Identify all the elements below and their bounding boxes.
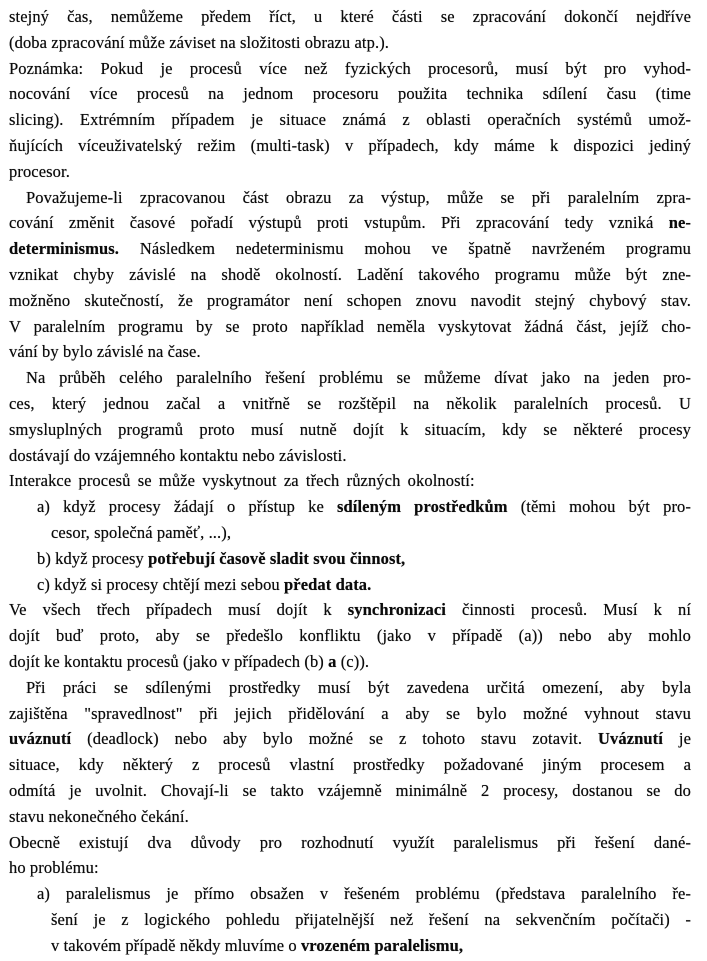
- text-line: [37, 572, 691, 598]
- text-line: [51, 933, 691, 959]
- text-run: slicing). Extrémním případem je situace známá z oblasti operačních systémů umož-: [9, 110, 691, 130]
- text-run: Ve všech třech případech musí dojít k: [9, 600, 348, 620]
- text-run: Poznámka: Pokud je procesů více než fyzických procesorů, musí být pro vyhod-: [9, 58, 691, 78]
- text-run: cování změnit časové pořadí výstupů proti vstupům. Při zpracování tedy vzniká: [9, 213, 669, 233]
- text-run: stejný čas, nemůžeme předem říct, u které části se zpracování dokončí nejdříve: [9, 7, 691, 26]
- text-line: [9, 417, 691, 443]
- text-line: [9, 314, 691, 340]
- text-run: Při práci se sdílenými prostředky musí být zavedena určitá omezení, aby byla: [26, 677, 691, 697]
- bold-text-run: potřebují časově sladit svou činnost,: [148, 548, 406, 568]
- text-line: [9, 30, 691, 56]
- text-run: a) paralelismus je přímo obsažen v řešeném problému (představa paralelního ře-: [37, 884, 691, 904]
- text-run: ňujících víceuživatelský režim (multi-task) v případech, kdy máme k dispozici jediný: [9, 135, 691, 155]
- bold-text-run: uváznutí: [9, 729, 72, 749]
- text-line: [9, 4, 691, 30]
- text-line: [9, 752, 691, 778]
- text-line: [9, 830, 691, 856]
- text-run: c) když si procesy chtějí mezi sebou: [37, 574, 284, 594]
- text-line: [9, 210, 691, 236]
- text-line: [9, 675, 691, 701]
- text-run: procesor.: [9, 161, 70, 181]
- text-line: [9, 391, 691, 417]
- text-line: [9, 56, 691, 82]
- text-run: v takovém případě někdy mluvíme o: [51, 935, 301, 955]
- bold-text-run: a: [328, 651, 337, 671]
- text-run: Interakce procesů se může vyskytnout za třech různých okolností:: [9, 471, 475, 491]
- text-run: dostávají do vzájemného kontaktu nebo závislosti.: [9, 445, 347, 465]
- text-line: [9, 107, 691, 133]
- text-line: [51, 907, 691, 933]
- text-run: je: [662, 729, 691, 749]
- text-run: cesor, společná paměť, ...),: [51, 522, 232, 542]
- text-line: [9, 855, 691, 881]
- text-run: (doba zpracování může záviset na složitosti obrazu atp.).: [9, 32, 390, 52]
- bold-text-run: Uváznutí: [597, 729, 663, 749]
- text-run: ces, který jednou začal a vnitřně se rozštěpil na několik paralelních procesů. U: [9, 393, 691, 413]
- text-run: situace, kdy některý z procesů vlastní prostředky požadované jiným procesem a: [9, 755, 691, 775]
- bold-text-run: vrozeném paralelismu,: [300, 935, 464, 955]
- text-line: [9, 623, 691, 649]
- text-line: [37, 494, 691, 520]
- text-run: činnosti procesů. Musí k ní: [445, 600, 691, 620]
- text-line: [9, 778, 691, 804]
- text-line: [9, 81, 691, 107]
- bold-text-run: determinismus.: [9, 239, 120, 259]
- text-run: (c)).: [336, 651, 370, 671]
- text-line: [9, 468, 691, 494]
- text-run: dojít buď proto, aby se předešlo konfliktu (jako v případě (a)) nebo aby mohlo: [9, 626, 691, 646]
- text-line: [9, 365, 691, 391]
- text-line: [9, 339, 691, 365]
- text-line: [9, 185, 691, 211]
- text-line: [51, 520, 691, 546]
- text-run: Následkem nedeterminismu mohou ve špatně navrženém programu: [119, 239, 691, 259]
- text-line: [9, 159, 691, 185]
- text-line: [9, 649, 691, 675]
- text-run: Obecně existují dva důvody pro rozhodnutí využít paralelismus při řešení dané-: [9, 832, 691, 852]
- text-line: [9, 236, 691, 262]
- text-line: [37, 881, 691, 907]
- text-run: zajištěna "spravedlnost" při jejich přidělování a aby se bylo možné vyhnout stavu: [9, 703, 691, 723]
- text-line: [9, 804, 691, 830]
- text-line: [9, 262, 691, 288]
- bold-text-run: synchronizaci: [347, 600, 446, 620]
- text-run: Na průběh celého paralelního řešení problému se můžeme dívat jako na jeden pro-: [26, 368, 691, 388]
- text-run: odmítá je uvolnit. Chovají-li se takto vzájemně minimálně 2 procesy, dostanou se do: [9, 780, 691, 800]
- text-run: (deadlock) nebo aby bylo možné se z tohoto stavu zotavit.: [71, 729, 598, 749]
- text-run: šení je z logického pohledu přijatelnější než řešení na sekvenčním počítači) -: [51, 909, 691, 929]
- text-line: [37, 546, 691, 572]
- text-run: (těmi mohou být pro-: [507, 497, 691, 517]
- bold-text-run: ne-: [668, 213, 691, 233]
- text-run: stavu nekonečného čekání.: [9, 806, 189, 826]
- text-run: vání by bylo závislé na čase.: [9, 342, 201, 362]
- text-line: [9, 133, 691, 159]
- text-run: nocování více procesů na jednom procesoru použita technika sdílení času (time: [9, 84, 691, 104]
- text-line: [9, 288, 691, 314]
- text-run: vznikat chyby závislé na shodě okolností. Ladění takového programu může být zne-: [9, 264, 691, 284]
- text-line: [9, 701, 691, 727]
- text-line: [9, 443, 691, 469]
- text-run: b) když procesy: [37, 548, 149, 568]
- text-run: a) když procesy žádají o přístup ke: [37, 497, 337, 517]
- text-run: smysluplných programů proto musí nutně dojít k situacím, kdy se některé procesy: [9, 419, 691, 439]
- text-run: možněno skutečností, že programátor není schopen znovu navodit stejný chybový stav.: [9, 290, 691, 310]
- text-run: dojít ke kontaktu procesů (jako v případech (b): [9, 651, 329, 671]
- text-run: Považujeme-li zpracovanou část obrazu za výstup, může se při paralelním zpra-: [26, 187, 691, 207]
- text-line: [9, 726, 691, 752]
- bold-text-run: sdíleným prostředkům: [337, 497, 508, 517]
- text-run: ho problému:: [9, 858, 99, 878]
- text-line: [9, 597, 691, 623]
- text-run: V paralelním programu by se proto například neměla vyskytovat žádná část, jejíž cho-: [9, 316, 691, 336]
- bold-text-run: předat data.: [284, 574, 372, 594]
